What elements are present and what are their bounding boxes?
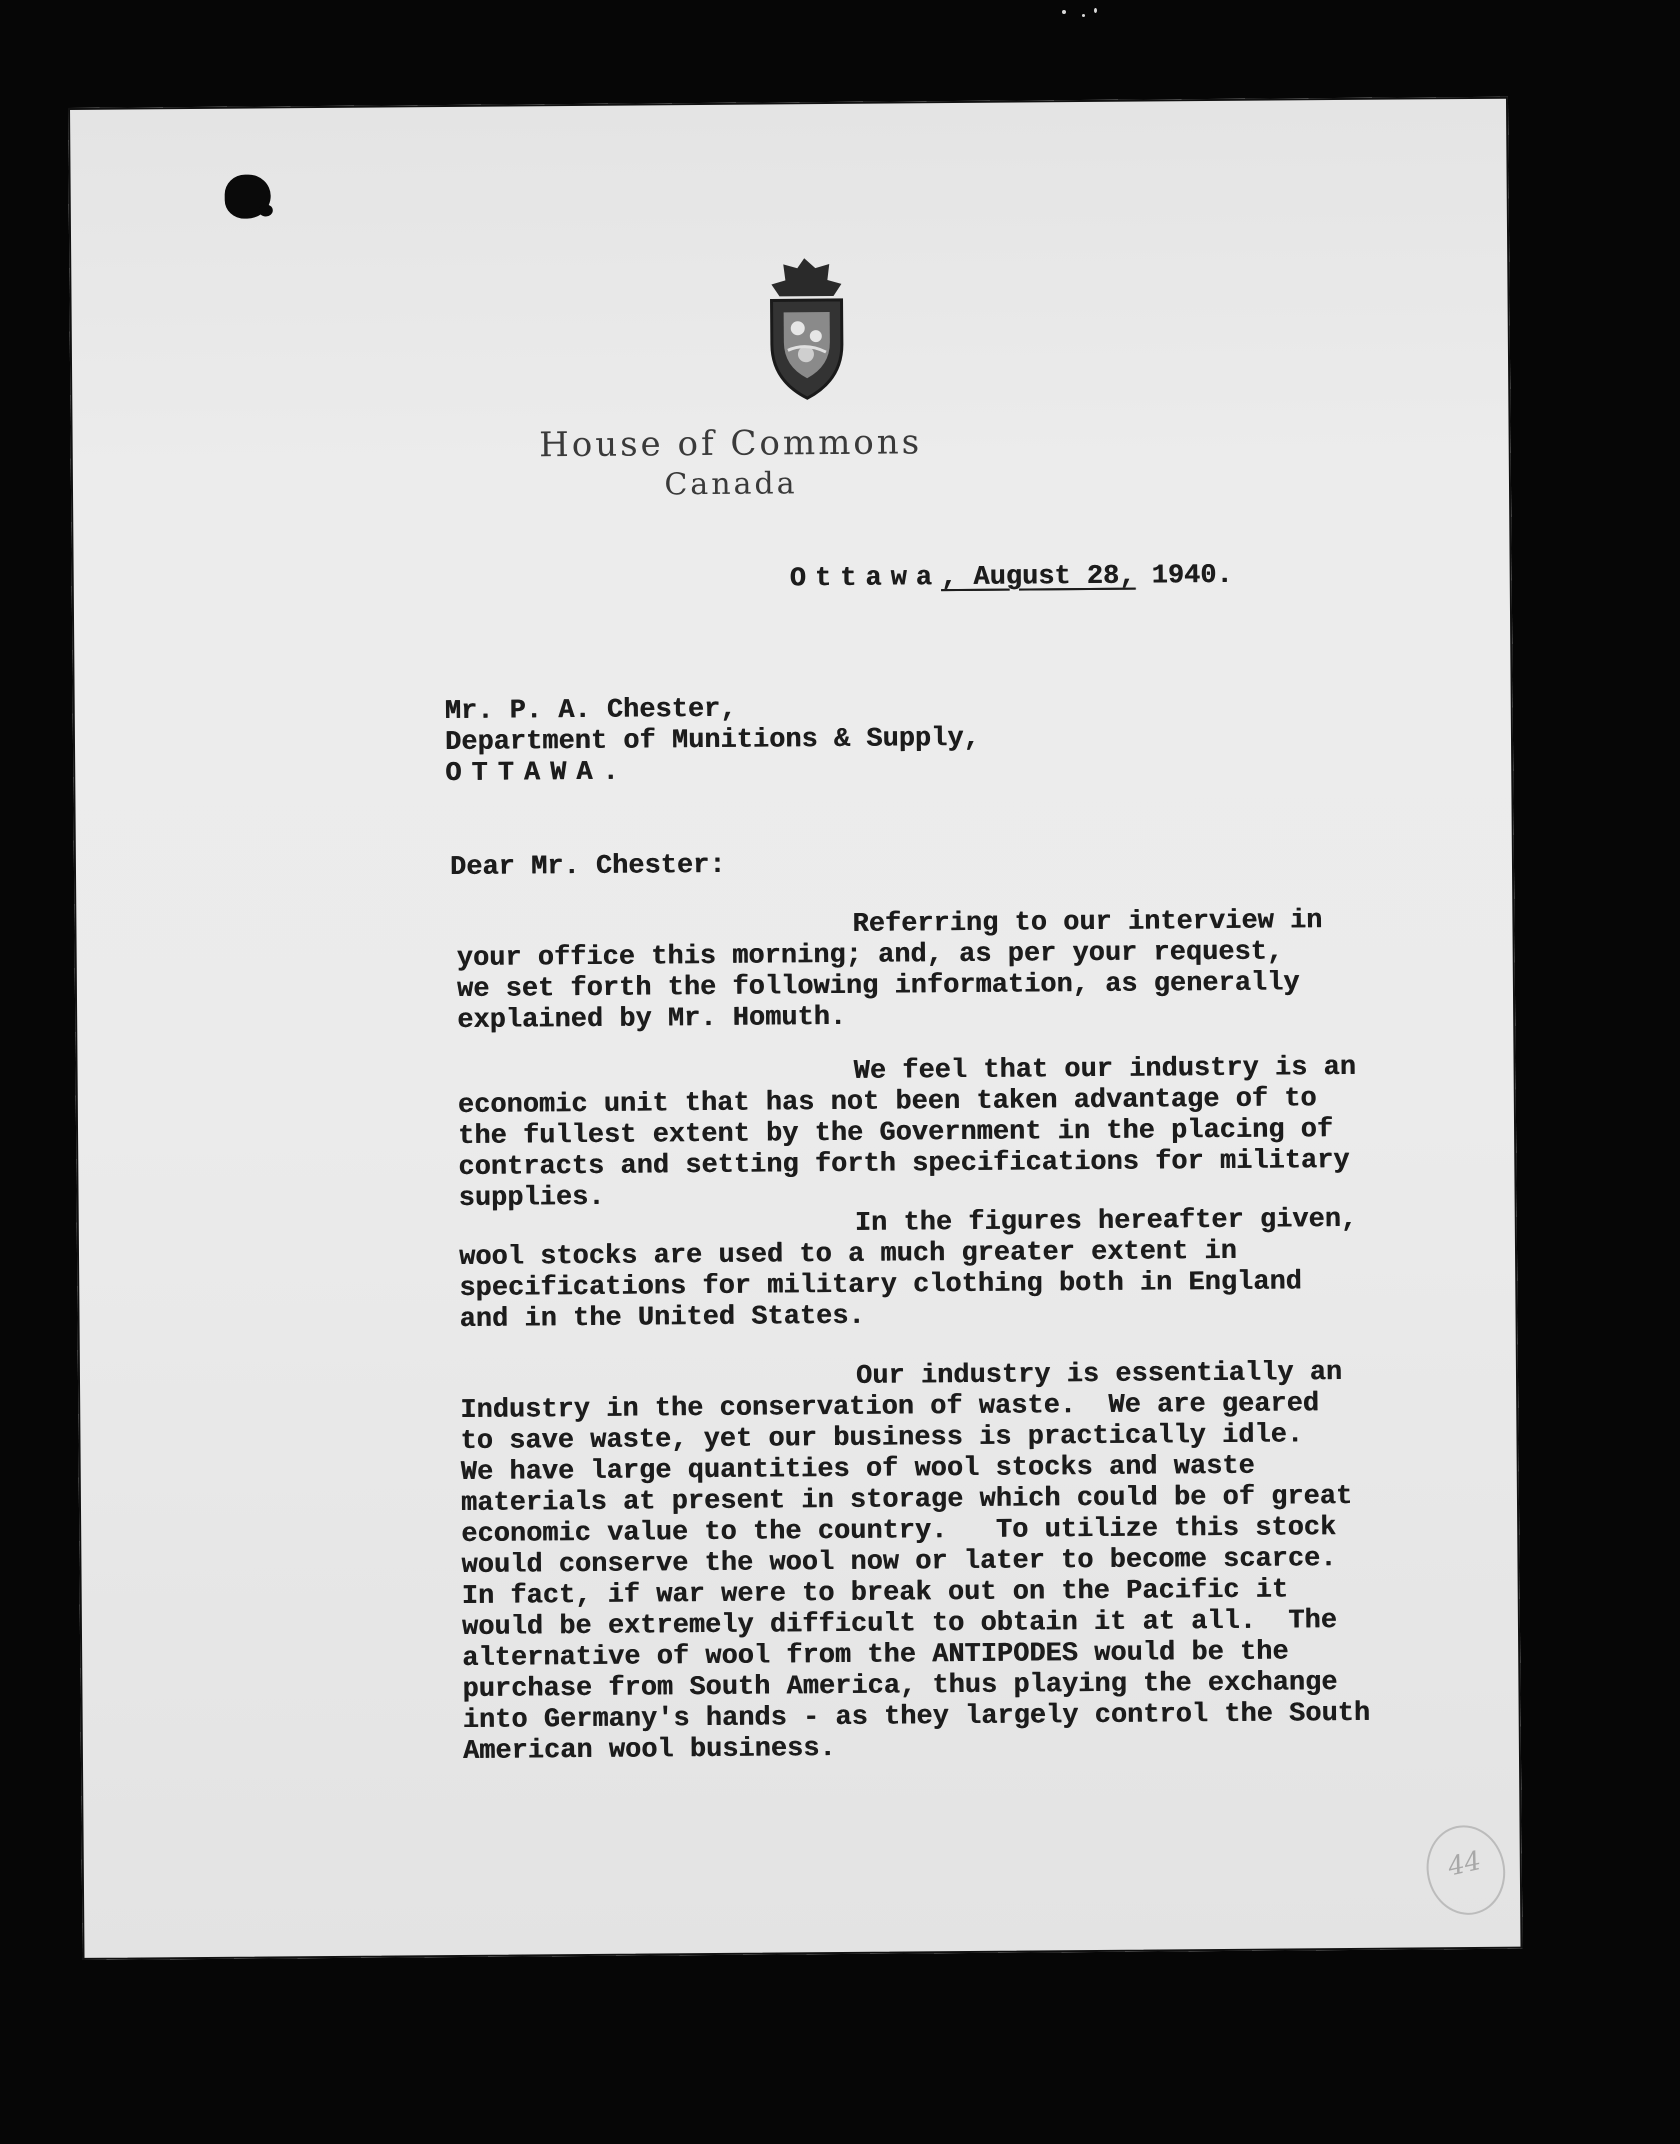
paragraph-line: contracts and setting forth specifications for military <box>458 1145 1350 1183</box>
page-number-text: 44 <box>1445 1846 1484 1883</box>
address-line: Department of Munitions & Supply, <box>444 723 980 759</box>
scan-speck <box>1062 10 1066 14</box>
paragraph-line: materials at present in storage which could be of great <box>460 1481 1353 1519</box>
body-paragraph <box>457 1053 1356 1215</box>
letter-page <box>68 97 1523 1960</box>
dateline <box>790 561 1233 595</box>
paragraph-line: we set forth the following information, as generally <box>456 968 1300 1005</box>
dateline-year: 1940. <box>1151 560 1233 592</box>
dateline-date: August 28 <box>973 561 1120 593</box>
dateline-date-underlined: , August 28, <box>940 561 1136 594</box>
paragraph-line: would be extremely difficult to obtain it at all. The <box>461 1606 1337 1643</box>
paragraph-line: purchase from South America, thus playing the exchange <box>462 1668 1338 1705</box>
paragraph-line: Referring to our interview in <box>852 906 1323 940</box>
paragraph-line: explained by Mr. Homuth. <box>457 1002 847 1036</box>
address-line: OTTAWA. <box>445 757 629 790</box>
body-paragraph <box>459 1205 1358 1336</box>
paragraph-line: would conserve the wool now or later to become scarce. <box>461 1544 1337 1581</box>
paragraph-line: to save waste, yet our business is practically idle. <box>460 1420 1304 1457</box>
address-line: Mr. P. A. Chester, <box>444 694 737 728</box>
paragraph-line: supplies. <box>458 1182 605 1214</box>
letterhead <box>431 420 1032 507</box>
letterhead-title: House of Commons <box>538 422 923 466</box>
scan-speck <box>1082 14 1085 17</box>
paragraph-line: In fact, if war were to break out on the Pacific it <box>461 1575 1289 1612</box>
paragraph-line: economic value to the country. To utilize this stock <box>461 1513 1337 1550</box>
page-number-stamp <box>1418 1818 1514 1923</box>
paragraph-line: the fullest extent by the Government in the placing of <box>457 1115 1334 1152</box>
paragraph-line: alternative of wool from the ANTIPODES would be the <box>462 1637 1289 1674</box>
ink-blot <box>225 174 271 218</box>
paragraph-line: your office this morning; and, as per your request, <box>456 937 1284 974</box>
body-paragraph <box>460 1358 1370 1768</box>
dateline-city: Ottawa <box>789 563 942 595</box>
paragraph-line: into Germany's hands - as they largely control the South <box>462 1698 1371 1736</box>
coat-of-arms-emblem <box>749 254 860 405</box>
letterhead-subtitle: Canada <box>664 466 798 503</box>
paragraph-line: wool stocks are used to a much greater extent in <box>458 1236 1237 1273</box>
salutation: Dear Mr. Chester: <box>449 850 726 884</box>
paragraph-line: Our industry is essentially an <box>855 1358 1343 1392</box>
paragraph-line: Industry in the conservation of waste. We are geared <box>460 1389 1320 1426</box>
paragraph-line: American wool business. <box>462 1734 836 1767</box>
body-paragraph <box>456 906 1323 1037</box>
paragraph-line: specifications for military clothing both in England <box>459 1267 1302 1304</box>
recipient-address <box>445 693 980 790</box>
paragraph-line: In the figures hereafter given, <box>854 1204 1358 1239</box>
paragraph-line: and in the United States. <box>459 1301 865 1335</box>
paragraph-line: We have large quantities of wool stocks and waste <box>460 1451 1255 1488</box>
paragraph-line: economic unit that has not been taken advantage of to <box>457 1084 1317 1121</box>
paragraph-line: We feel that our industry is an <box>853 1052 1356 1087</box>
scan-speck <box>1094 8 1097 13</box>
